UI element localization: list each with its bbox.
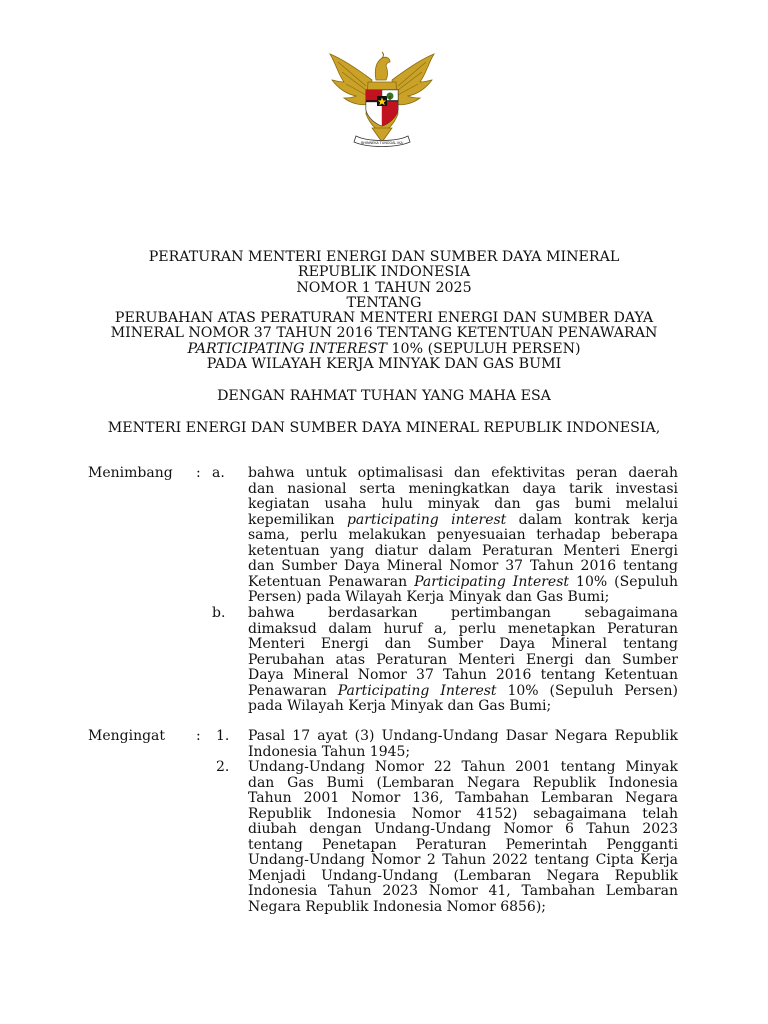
regulation-title-line: PERATURAN MENTERI ENERGI DAN SUMBER DAYA MINERAL: [148, 249, 620, 265]
item-text: [248, 760, 678, 915]
subject-italic-term: PARTICIPATING INTEREST: [187, 340, 388, 357]
text-line: bahwa berdasarkan pertimbangan sebagaimana: [248, 605, 678, 621]
text-run: 10% (Sepuluh Persen): [496, 682, 678, 699]
regulation-title-block: [60, 250, 708, 311]
text-run: dalam kontrak kerja: [506, 511, 679, 528]
text-line: kegiatan usaha hulu minyak dan gas bumi melalui: [248, 496, 678, 512]
text-line: Indonesia Tahun 2023 Nomor 41, Tambahan Lembaran: [248, 883, 678, 899]
italic-term: participating interest: [346, 511, 507, 528]
subject-line: PERUBAHAN ATAS PERATURAN MENTERI ENERGI DAN SUMBER DAYA: [114, 310, 654, 326]
text-run: Ketentuan Penawaran: [248, 573, 415, 590]
mengingat-colon: :: [196, 728, 201, 744]
item-text: [248, 729, 678, 760]
text-line: sama, perlu melakukan penyesuaian terhadap beberapa: [248, 527, 678, 543]
text-line: dan Sumber Daya Mineral Nomor 37 Tahun 2016 tentang: [248, 558, 678, 574]
subject-line-rest: 10% (SEPULUH PERSEN): [387, 340, 581, 357]
text-line: Perubahan atas Peraturan Menteri Energi dan Sumber: [248, 651, 678, 668]
text-line: [248, 513, 678, 529]
text-run: kepemilikan: [248, 511, 347, 528]
text-run: Penawaran: [248, 682, 338, 699]
regulation-subject-block: [60, 311, 708, 372]
authority-line: MENTERI ENERGI DAN SUMBER DAYA MINERAL REPUBLIK INDONESIA,: [107, 420, 661, 436]
text-line: [248, 575, 678, 591]
text-line: Daya Mineral Nomor 37 Tahun 2016 tentang Ketentuan: [248, 667, 678, 683]
text-run: 10% (Sepuluh: [569, 573, 678, 590]
subject-line: PADA WILAYAH KERJA MINYAK DAN GAS BUMI: [206, 355, 562, 372]
item-text: [248, 466, 678, 606]
text-line: Menjadi Undang-Undang (Lembaran Negara Republik: [248, 867, 678, 884]
grace-line: DENGAN RAHMAT TUHAN YANG MAHA ESA: [217, 388, 551, 404]
text-line: dimaksud dalam huruf a, perlu menetapkan Peraturan: [248, 620, 678, 637]
item-marker: 2.: [216, 759, 230, 775]
menimbang-colon: :: [196, 465, 201, 481]
text-line: Indonesia Tahun 1945;: [248, 743, 411, 760]
emblem-motto: BHINNEKA TUNGGAL IKA: [361, 141, 403, 145]
subject-line: MINERAL NOMOR 37 TAHUN 2016 TENTANG KETENTUAN PENAWARAN: [110, 325, 658, 342]
text-line: Republik Indonesia Nomor 4152) sebagaimana telah: [248, 805, 678, 822]
text-line: Menteri Energi dan Sumber Daya Mineral tentang: [248, 636, 678, 652]
text-line: dan Gas Bumi (Lembaran Negara Republik Indonesia: [248, 774, 678, 791]
text-line: Pasal 17 ayat (3) Undang-Undang Dasar Negara Republik: [248, 728, 678, 744]
item-marker: b.: [212, 605, 226, 621]
item-text: [248, 606, 678, 715]
text-line: Negara Republik Indonesia Nomor 6856);: [248, 898, 547, 915]
italic-term: Participating Interest: [337, 682, 497, 699]
subject-line: [60, 342, 708, 357]
italic-term: Participating Interest: [414, 573, 570, 590]
text-line: [248, 684, 678, 700]
text-line: diubah dengan Undang-Undang Nomor 6 Tahun 2023: [248, 821, 678, 837]
text-line: Undang-Undang Nomor 2 Tahun 2022 tentang Cipta Kerja: [248, 852, 678, 868]
regulation-title-line: TENTANG: [346, 294, 422, 311]
regulation-title-line: REPUBLIK INDONESIA: [297, 264, 471, 281]
mengingat-label: Mengingat: [88, 728, 166, 744]
text-line: Undang-Undang Nomor 22 Tahun 2001 tentang Minyak: [248, 759, 678, 775]
text-line: Persen) pada Wilayah Kerja Minyak dan Gas Bumi;: [248, 589, 610, 605]
text-line: pada Wilayah Kerja Minyak dan Gas Bumi;: [248, 698, 552, 714]
menimbang-label: Menimbang: [88, 465, 173, 481]
regulation-number: NOMOR 1 TAHUN 2025: [296, 279, 472, 296]
item-marker: a.: [212, 465, 225, 481]
item-marker: 1.: [216, 728, 230, 744]
garuda-pancasila-emblem: [326, 50, 438, 150]
text-line: Tahun 2001 Nomor 136, Tambahan Lembaran Negara: [248, 790, 678, 806]
text-line: dan nasional serta meningkatkan daya tarik investasi: [248, 480, 678, 497]
text-line: bahwa untuk optimalisasi dan efektivitas peran daerah: [248, 465, 678, 481]
text-line: ketentuan yang diatur dalam Peraturan Menteri Energi: [248, 542, 678, 559]
text-line: tentang Penetapan Peraturan Pemerintah Pengganti: [248, 836, 678, 853]
